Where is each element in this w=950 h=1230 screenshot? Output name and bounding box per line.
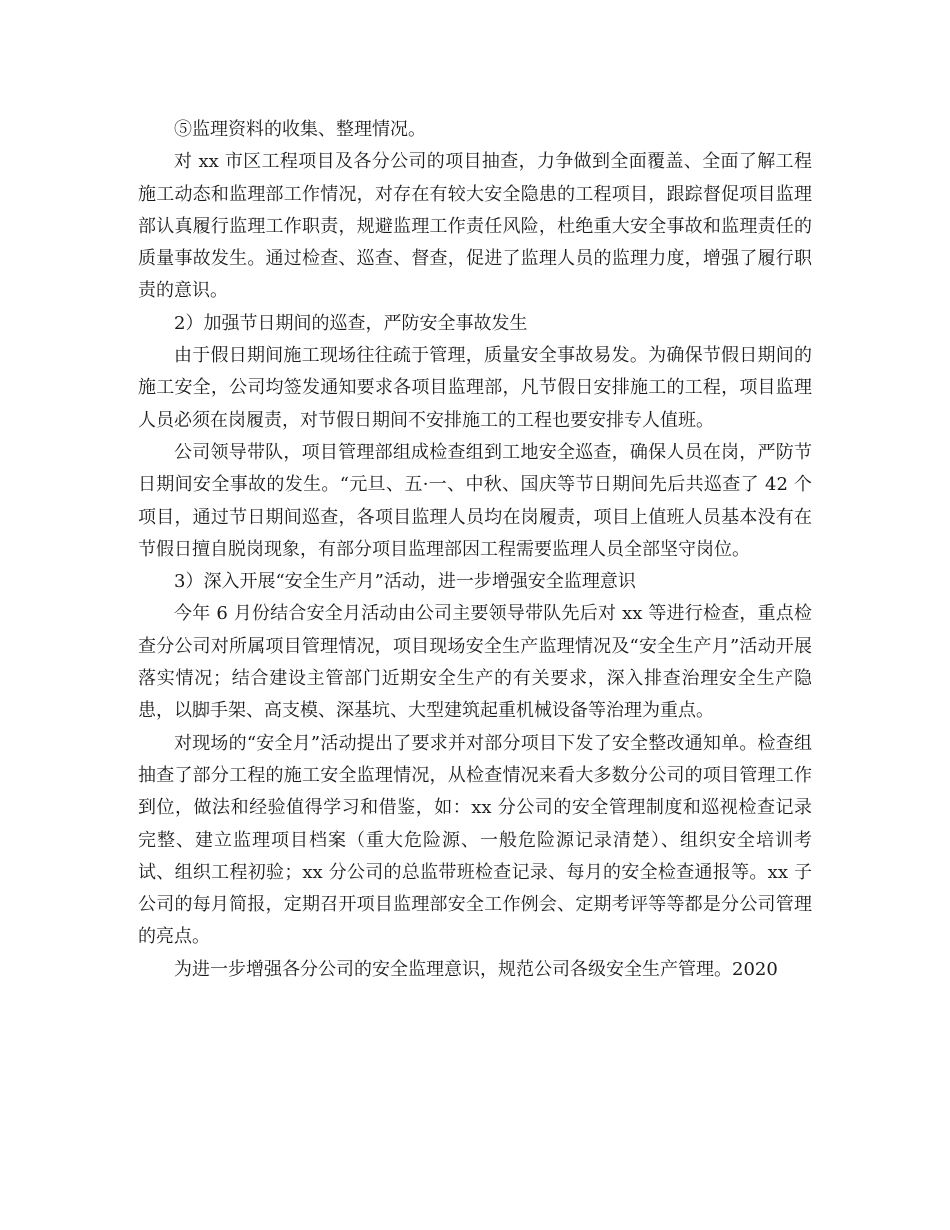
paragraph: 为进一步增强各分公司的安全监理意识，规范公司各级安全生产管理。2020: [174, 958, 778, 980]
paragraph: 由于假日期间施工现场往往疏于管理，质量安全事故易发。为确保节假日期间的施工安全，公司均签发通知要求各项目监理部，凡节假日安排施工的工程，项目监理人员必须在岗履责，对节假日期间不安排施工的工程也要安排专人值班。: [138, 345, 812, 431]
paragraph: 对现场的“安全月”活动提出了要求并对部分项目下发了安全整改通知单。检查组抽查了部分工程的施工安全监理情况，从检查情况来看大多数分公司的项目管理工作到位，做法和经验值得学习和借鉴，如：xx 分公司的安全管理制度和巡视检查记录完整、建立监理项目档案（重大危险源、一般危险源记录清楚）、组织安全培训考试、组织工程初验；xx 分公司的总监带班检查记录、每月的安全检查通报等。xx 子公司的每月简报，定期召开项目监理部安全工作例会、定期考评等等都是分公司管理的亮点。: [138, 732, 812, 948]
paragraph: 对 xx 市区工程项目及各分公司的项目抽查，力争做到全面覆盖、全面了解工程施工动态和监理部工作情况，对存在有较大安全隐患的工程项目，跟踪督促项目监理部认真履行监理工作职责，规避监理工作责任风险，杜绝重大安全事故和监理责任的质量事故发生。通过检查、巡查、督查，促进了监理人员的监理力度，增强了履行职责的意识。: [138, 151, 812, 302]
section-heading: 3）深入开展“安全生产月”活动，进一步增强安全监理意识: [174, 571, 636, 593]
document-body: [138, 114, 812, 986]
section-heading: 2）加强节日期间的巡查，严防安全事故发生: [174, 312, 528, 334]
paragraph: ⑤监理资料的收集、整理情况。: [174, 119, 426, 140]
paragraph: 今年 6 月份结合安全月活动由公司主要领导带队先后对 xx 等进行检查，重点检查分公司对所属项目管理情况，项目现场安全生产监理情况及“安全生产月”活动开展落实情况；结合建设主管部门近期安全生产的有关要求，深入排查治理安全生产隐患，以脚手架、高支模、深基坑、大型建筑起重机械设备等治理为重点。: [138, 603, 812, 722]
paragraph: 公司领导带队，项目管理部组成检查组到工地安全巡查，确保人员在岗，严防节日期间安全事故的发生。“元旦、五·一、中秋、国庆等节日期间先后共巡查了 42 个项目，通过节日期间巡查，各项目监理人员均在岗履责，项目上值班人员基本没有在节假日擅自脱岗现象，有部分项目监理部因工程需要监理人员全部坚守岗位。: [138, 441, 812, 560]
